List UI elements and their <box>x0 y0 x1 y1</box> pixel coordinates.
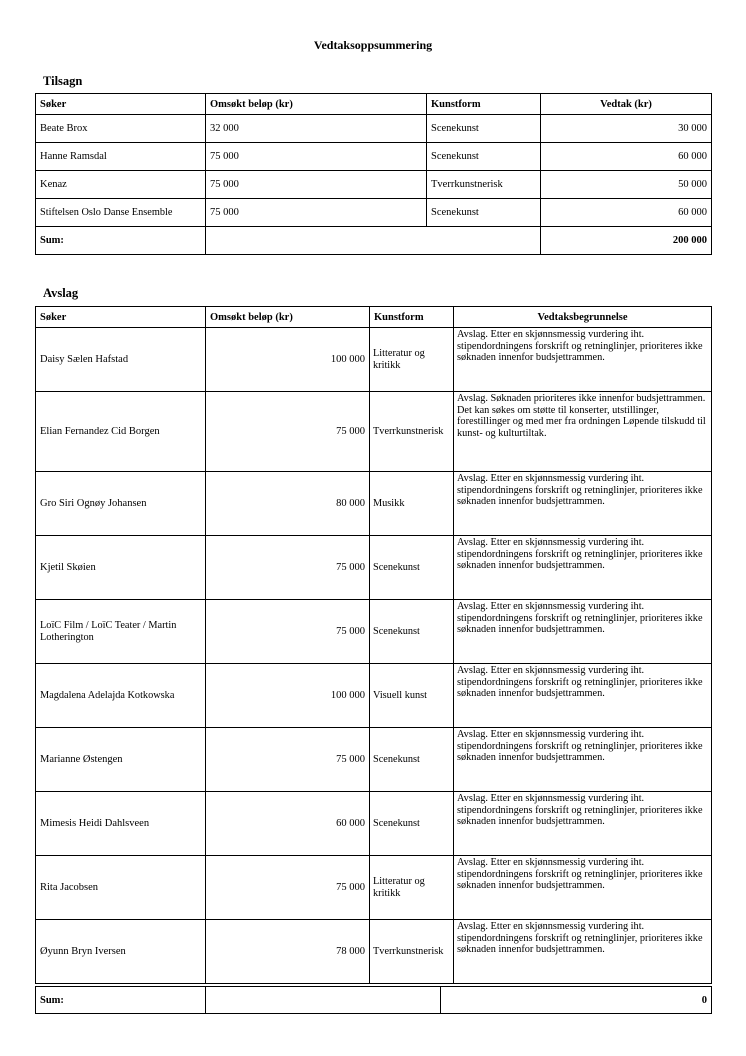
sum-label: Sum: <box>36 987 206 1014</box>
column-header-belop: Omsøkt beløp (kr) <box>206 307 370 328</box>
table-row <box>36 792 712 856</box>
avslag-heading: Avslag <box>43 286 79 300</box>
table-row <box>36 472 712 536</box>
sum-value: 200 000 <box>541 227 712 255</box>
cell-kunstform: Tverrkunstnerisk <box>427 171 541 199</box>
column-header-begrunnelse: Vedtaksbegrunnelse <box>454 307 712 328</box>
cell-kunstform: Litteratur og kritikk <box>370 856 454 920</box>
sum-empty-cell <box>206 227 541 255</box>
cell-kunstform: Scenekunst <box>427 143 541 171</box>
cell-begrunnelse: Avslag. Etter en skjønnsmessig vurdering iht. stipendordningens forskrift og retninglinjer, prioriteres ikke søknaden innenfor budsjettrammen. <box>454 856 712 920</box>
sum-label: Sum: <box>36 227 206 255</box>
cell-begrunnelse: Avslag. Etter en skjønnsmessig vurdering iht. stipendordningens forskrift og retninglinjer, prioriteres ikke søknaden innenfor budsjettrammen. <box>454 328 712 392</box>
cell-vedtak: 60 000 <box>541 143 712 171</box>
cell-soker: Stiftelsen Oslo Danse Ensemble <box>36 199 206 227</box>
table-row <box>36 600 712 664</box>
cell-belop: 60 000 <box>206 792 370 856</box>
avslag-sum-table <box>35 986 712 1014</box>
cell-belop: 75 000 <box>206 171 427 199</box>
cell-soker: Gro Siri Ognøy Johansen <box>36 472 206 536</box>
table-row <box>36 856 712 920</box>
cell-soker: Rita Jacobsen <box>36 856 206 920</box>
cell-belop: 75 000 <box>206 856 370 920</box>
cell-belop: 75 000 <box>206 728 370 792</box>
table-row <box>36 143 712 171</box>
cell-vedtak: 50 000 <box>541 171 712 199</box>
column-header-kunstform: Kunstform <box>427 94 541 115</box>
cell-soker: Øyunn Bryn Iversen <box>36 920 206 984</box>
cell-begrunnelse: Avslag. Etter en skjønnsmessig vurdering iht. stipendordningens forskrift og retninglinjer, prioriteres ikke søknaden innenfor budsjettrammen. <box>454 728 712 792</box>
cell-soker: Kjetil Skøien <box>36 536 206 600</box>
tilsagn-sum-row <box>36 227 712 255</box>
table-row <box>36 171 712 199</box>
cell-begrunnelse: Avslag. Etter en skjønnsmessig vurdering iht. stipendordningens forskrift og retninglinjer, prioriteres ikke søknaden innenfor budsjettrammen. <box>454 472 712 536</box>
cell-vedtak: 30 000 <box>541 115 712 143</box>
cell-soker: Mimesis Heidi Dahlsveen <box>36 792 206 856</box>
cell-belop: 78 000 <box>206 920 370 984</box>
cell-soker: Magdalena Adelajda Kotkowska <box>36 664 206 728</box>
cell-belop: 75 000 <box>206 536 370 600</box>
cell-begrunnelse: Avslag. Etter en skjønnsmessig vurdering iht. stipendordningens forskrift og retninglinjer, prioriteres ikke søknaden innenfor budsjettrammen. <box>454 792 712 856</box>
cell-kunstform: Scenekunst <box>370 728 454 792</box>
cell-kunstform: Scenekunst <box>427 199 541 227</box>
cell-kunstform: Scenekunst <box>370 600 454 664</box>
cell-soker: Daisy Sælen Hafstad <box>36 328 206 392</box>
cell-kunstform: Scenekunst <box>370 536 454 600</box>
cell-kunstform: Visuell kunst <box>370 664 454 728</box>
column-header-soker: Søker <box>36 94 206 115</box>
table-row <box>36 199 712 227</box>
cell-soker: LoïC Film / LoïC Teater / Martin Lotherington <box>36 600 206 664</box>
tilsagn-heading: Tilsagn <box>43 74 83 88</box>
cell-begrunnelse: Avslag. Søknaden prioriteres ikke innenfor budsjettrammen. Det kan søkes om støtte til konserter, utstillinger, forestillinger og med mer fra ordningen Løpende tilskudd til kunst- og kulturtiltak. <box>454 392 712 472</box>
tilsagn-header-row <box>36 94 712 115</box>
document-title: Vedtaksoppsummering <box>313 38 433 52</box>
cell-begrunnelse: Avslag. Etter en skjønnsmessig vurdering iht. stipendordningens forskrift og retninglinjer, prioriteres ikke søknaden innenfor budsjettrammen. <box>454 664 712 728</box>
cell-begrunnelse: Avslag. Etter en skjønnsmessig vurdering iht. stipendordningens forskrift og retninglinjer, prioriteres ikke søknaden innenfor budsjettrammen. <box>454 600 712 664</box>
cell-soker: Kenaz <box>36 171 206 199</box>
tilsagn-table <box>35 93 712 255</box>
column-header-kunstform: Kunstform <box>370 307 454 328</box>
table-row <box>36 115 712 143</box>
table-row <box>36 536 712 600</box>
cell-kunstform: Tverrkunstnerisk <box>370 920 454 984</box>
cell-belop: 75 000 <box>206 143 427 171</box>
cell-vedtak: 60 000 <box>541 199 712 227</box>
cell-belop: 75 000 <box>206 392 370 472</box>
cell-soker: Beate Brox <box>36 115 206 143</box>
cell-kunstform: Musikk <box>370 472 454 536</box>
column-header-vedtak: Vedtak (kr) <box>541 94 712 115</box>
cell-soker: Elian Fernandez Cid Borgen <box>36 392 206 472</box>
cell-soker: Hanne Ramsdal <box>36 143 206 171</box>
cell-kunstform: Scenekunst <box>427 115 541 143</box>
cell-kunstform: Scenekunst <box>370 792 454 856</box>
cell-soker: Marianne Østengen <box>36 728 206 792</box>
cell-belop: 75 000 <box>206 600 370 664</box>
cell-kunstform: Litteratur og kritikk <box>370 328 454 392</box>
sum-value: 0 <box>441 987 712 1014</box>
cell-belop: 32 000 <box>206 115 427 143</box>
cell-belop: 100 000 <box>206 328 370 392</box>
table-row <box>36 392 712 472</box>
avslag-header-row <box>36 307 712 328</box>
cell-belop: 100 000 <box>206 664 370 728</box>
cell-begrunnelse: Avslag. Etter en skjønnsmessig vurdering iht. stipendordningens forskrift og retninglinjer, prioriteres ikke søknaden innenfor budsjettrammen. <box>454 920 712 984</box>
table-row <box>36 728 712 792</box>
table-row <box>36 920 712 984</box>
table-row <box>36 328 712 392</box>
cell-begrunnelse: Avslag. Etter en skjønnsmessig vurdering iht. stipendordningens forskrift og retninglinjer, prioriteres ikke søknaden innenfor budsjettrammen. <box>454 536 712 600</box>
column-header-soker: Søker <box>36 307 206 328</box>
cell-belop: 75 000 <box>206 199 427 227</box>
avslag-table <box>35 306 712 984</box>
cell-kunstform: Tverrkunstnerisk <box>370 392 454 472</box>
cell-belop: 80 000 <box>206 472 370 536</box>
sum-empty-cell <box>206 987 441 1014</box>
column-header-belop: Omsøkt beløp (kr) <box>206 94 427 115</box>
avslag-sum-row <box>36 987 712 1014</box>
table-row <box>36 664 712 728</box>
